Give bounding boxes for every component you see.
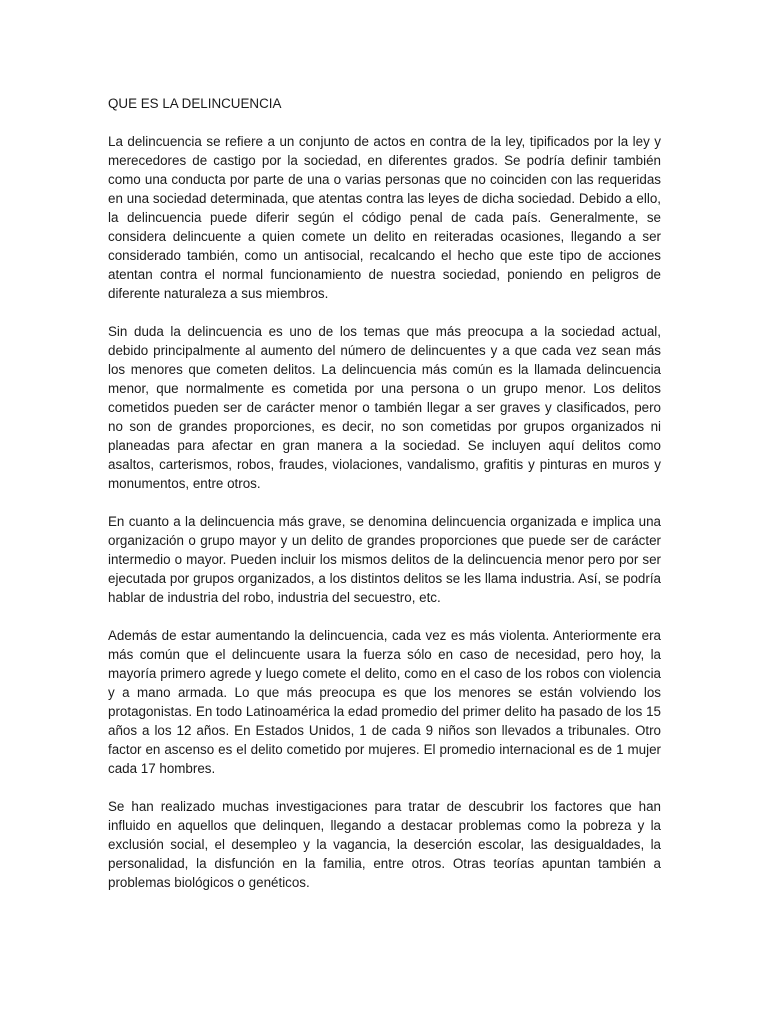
paragraph-definition: La delincuencia se refiere a un conjunto de actos en contra de la ley, tipificados por la ley y merecedores de castigo por la sociedad, en diferentes grados. Se podría definir también como una conducta por parte de una o varias personas que no coinciden con las requeridas en una sociedad determinada, que atentas contra las leyes de dicha sociedad. Debido a ello, la delincuencia puede diferir según el código penal de cada país. Generalmente, se considera delincuente a quien comete un delito en reiteradas ocasiones, llegando a ser considerado también, como un antisocial, recalcando el hecho que este tipo de acciones atentan contra el normal funcionamiento de nuestra sociedad, poniendo en peligros de diferente naturaleza a sus miembros.: [108, 134, 661, 301]
document-title: QUE ES LA DELINCUENCIA: [108, 96, 282, 111]
paragraph-causes: Se han realizado muchas investigaciones para tratar de descubrir los factores que han influido en aquellos que delinquen, llegando a destacar problemas como la pobreza y la exclusión social, el desempleo y la vagancia, la deserción escolar, las desigualdades, la personalidad, la disfunción en la familia, entre otros. Otras teorías apuntan también a problemas biológicos o genéticos.: [108, 799, 661, 890]
paragraph-minor-crime: Sin duda la delincuencia es uno de los temas que más preocupa a la sociedad actual, debido principalmente al aumento del número de delincuentes y a que cada vez sean más los menores que cometen delitos. La delincuencia más común es la llamada delincuencia menor, que normalmente es cometida por una persona o un grupo menor. Los delitos cometidos pueden ser de carácter menor o también llegar a ser graves y clasificados, pero no son de grandes proporciones, es decir, no son cometidas por grupos organizados ni planeadas para afectar en gran manera a la sociedad. Se incluyen aquí delitos como asaltos, carterismos, robos, fraudes, violaciones, vandalismo, grafitis y pinturas en muros y monumentos, entre otros.: [108, 324, 661, 491]
paragraph-organized-crime: En cuanto a la delincuencia más grave, se denomina delincuencia organizada e implica una organización o grupo mayor y un delito de grandes proporciones que puede ser de carácter intermedio o mayor. Pueden incluir los mismos delitos de la delincuencia menor pero por ser ejecutada por grupos organizados, a los distintos delitos se les llama industria. Así, se podría hablar de industria del robo, industria del secuestro, etc.: [108, 514, 661, 605]
document-body: [108, 94, 661, 911]
paragraph-violence: Además de estar aumentando la delincuencia, cada vez es más violenta. Anteriormente era más común que el delincuente usara la fuerza sólo en caso de necesidad, pero hoy, la mayoría primero agrede y luego comete el delito, como en el caso de los robos con violencia y a mano armada. Lo que más preocupa es que los menores se están volviendo los protagonistas. En todo Latinoamérica la edad promedio del primer delito ha pasado de los 15 años a los 12 años. En Estados Unidos, 1 de cada 9 niños son llevados a tribunales. Otro factor en ascenso es el delito cometido por mujeres. El promedio internacional es de 1 mujer cada 17 hombres.: [108, 628, 661, 776]
